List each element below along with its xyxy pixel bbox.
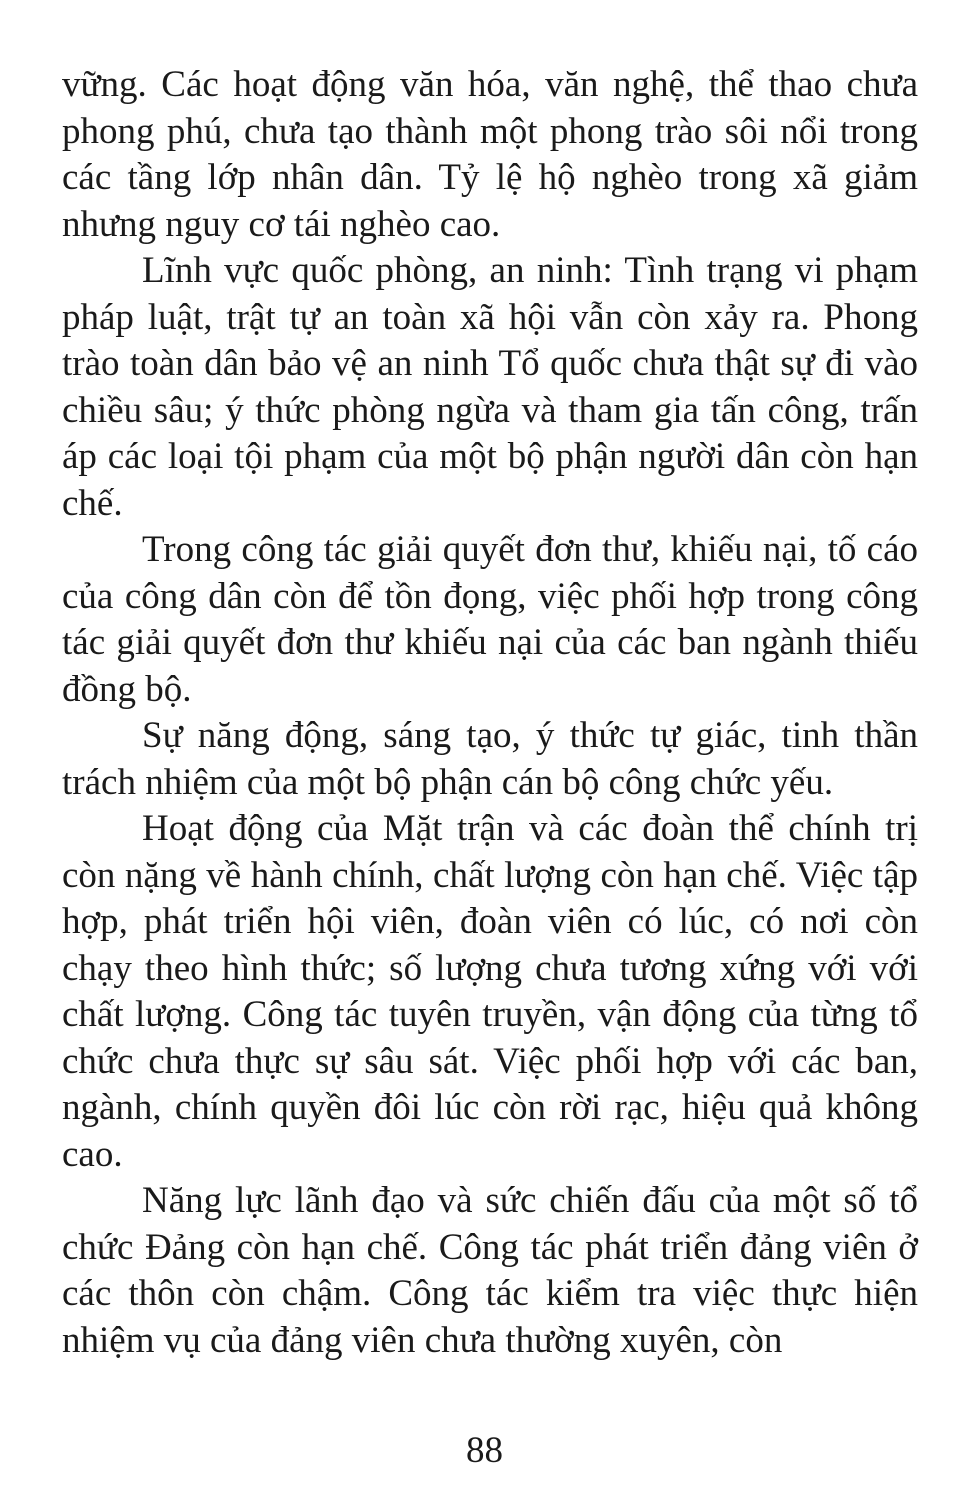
paragraph-defense-security: Lĩnh vực quốc phòng, an ninh: Tình trạng vi phạm pháp luật, trật tự an toàn xã hội vẫn còn xảy ra. Phong trào toàn dân bảo vệ an ninh Tổ quốc chưa thật sự đi vào chiều sâu; ý thức phòng ngừa và tham gia tấn công, trấn áp các loại tội phạm của một bộ phận người dân còn hạn chế. bbox=[62, 250, 918, 524]
paragraph-front-organizations: Hoạt động của Mặt trận và các đoàn thể chính trị còn nặng về hành chính, chất lượng còn hạn chế. Việc tập hợp, phát triển hội viên, đoàn viên có lúc, có nơi còn chạy theo hình thức; số lượng chưa tương xứng với với chất lượng. Công tác tuyên truyền, vận động của từng tổ chức chưa thực sự sâu sát. Việc phối hợp với các ban, ngành, chính quyền đôi lúc còn rời rạc, hiệu quả không cao. bbox=[62, 808, 918, 1175]
paragraph-social-culture: vững. Các hoạt động văn hóa, văn nghệ, thể thao chưa phong phú, chưa tạo thành một phong trào sôi nổi trong các tầng lớp nhân dân. Tỷ lệ hộ nghèo trong xã giảm nhưng nguy cơ tái nghèo cao. bbox=[62, 64, 918, 245]
paragraph-staff-responsibility: Sự năng động, sáng tạo, ý thức tự giác, tinh thần trách nhiệm của một bộ phận cán bộ công chức yếu. bbox=[62, 715, 918, 803]
page-body-text bbox=[62, 62, 918, 1364]
paragraph-party-leadership: Năng lực lãnh đạo và sức chiến đấu của một số tổ chức Đảng còn hạn chế. Công tác phát triển đảng viên ở các thôn còn chậm. Công tác kiểm tra việc thực hiện nhiệm vụ của đảng viên chưa thường xuyên, còn bbox=[62, 1180, 918, 1361]
page-number: 88 bbox=[466, 1430, 503, 1471]
paragraph-complaints: Trong công tác giải quyết đơn thư, khiếu nại, tố cáo của công dân còn để tồn đọng, việc phối hợp trong công tác giải quyết đơn thư khiếu nại của các ban ngành thiếu đồng bộ. bbox=[62, 529, 918, 710]
